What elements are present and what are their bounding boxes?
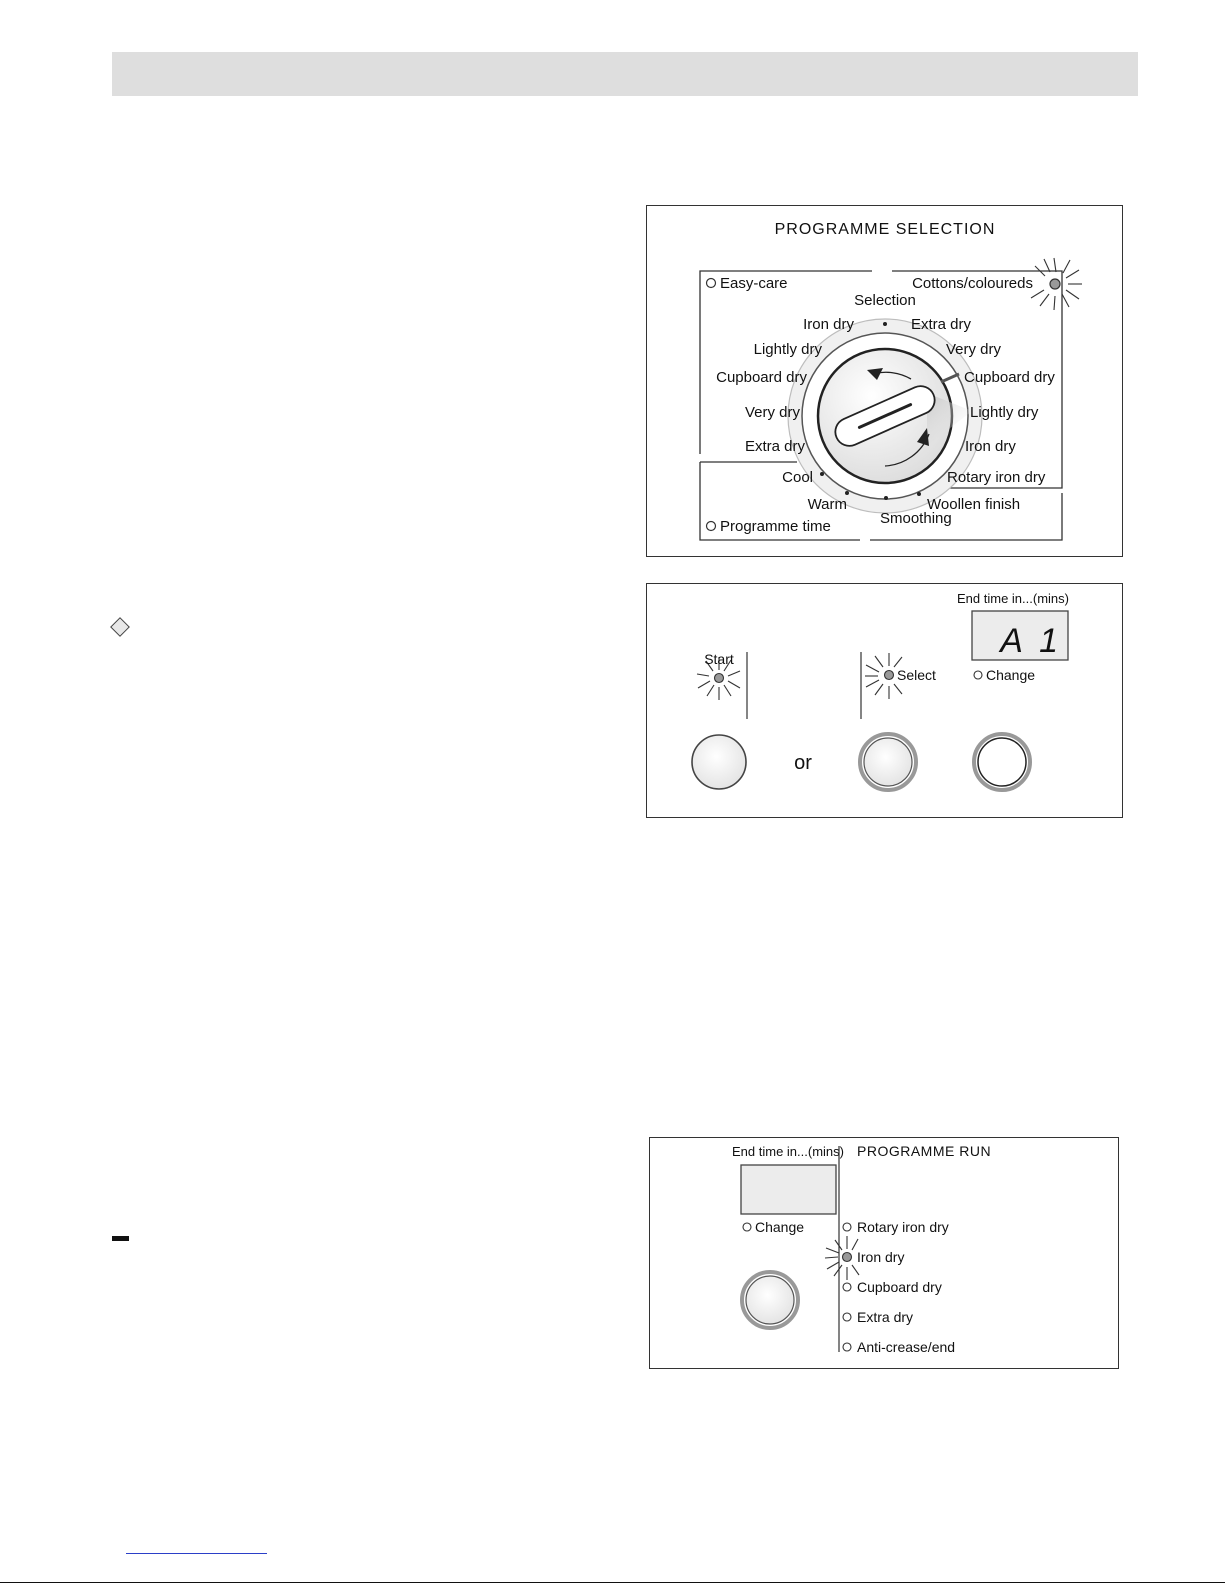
instruction-bullet-diamond-icon bbox=[110, 617, 130, 637]
stage-indicator-rotary-iron-dry bbox=[843, 1223, 851, 1231]
iron-dry-active-glow-icon bbox=[825, 1236, 859, 1280]
start-select-control-panel bbox=[646, 583, 1123, 818]
right-programme-extra-dry: Extra dry bbox=[911, 316, 972, 333]
stage-iron-dry: Iron dry bbox=[857, 1249, 905, 1265]
right-programme-cupboard-dry: Cupboard dry bbox=[964, 369, 1055, 386]
section-header-bar bbox=[112, 52, 1138, 96]
run-change-indicator bbox=[743, 1223, 751, 1231]
select-indicator bbox=[885, 671, 894, 680]
dial-selection-label: Selection bbox=[854, 292, 916, 309]
left-programme-very-dry: Very dry bbox=[744, 404, 800, 421]
footer-link-underline[interactable] bbox=[126, 1553, 267, 1554]
easy-care-indicator bbox=[707, 279, 716, 288]
left-programme-extra-dry: Extra dry bbox=[744, 438, 805, 455]
programme-run-panel bbox=[649, 1137, 1119, 1369]
cottons-indicator bbox=[1050, 279, 1060, 289]
selection-panel-title: PROGRAMME SELECTION bbox=[774, 221, 996, 238]
left-programme-iron-dry: Iron dry bbox=[803, 316, 854, 333]
programme-warm: Warm bbox=[807, 496, 847, 513]
stage-indicator-cupboard-dry bbox=[843, 1283, 851, 1291]
run-end-time-display bbox=[741, 1165, 836, 1214]
start-indicator bbox=[715, 674, 724, 683]
change-label: Change bbox=[986, 667, 1036, 683]
start-button[interactable] bbox=[692, 735, 746, 789]
programme-cool: Cool bbox=[782, 469, 813, 486]
change-button[interactable] bbox=[974, 734, 1030, 790]
stage-extra-dry: Extra dry bbox=[857, 1309, 914, 1325]
programme-time-indicator bbox=[707, 522, 716, 531]
end-time-caption: End time in...(mins) bbox=[957, 591, 1069, 606]
easy-care-label: Easy-care bbox=[720, 275, 788, 292]
or-label: or bbox=[794, 752, 812, 774]
select-label: Select bbox=[897, 667, 936, 683]
programme-woollen-finish: Woollen finish bbox=[927, 496, 1021, 513]
select-button[interactable] bbox=[860, 734, 916, 790]
programme-time-label: Programme time bbox=[720, 518, 831, 535]
change-indicator bbox=[974, 671, 982, 679]
run-change-button[interactable] bbox=[742, 1272, 798, 1328]
right-programme-rotary-iron-dry: Rotary iron dry bbox=[947, 469, 1046, 486]
footer-rule bbox=[0, 1582, 1225, 1583]
right-programme-very-dry: Very dry bbox=[946, 341, 1002, 358]
stage-indicator-anti-crease-end bbox=[843, 1343, 851, 1351]
stage-indicator-extra-dry bbox=[843, 1313, 851, 1321]
stage-indicator-iron-dry bbox=[843, 1253, 852, 1262]
end-time-display-value: A 1 bbox=[1000, 622, 1062, 660]
cottons-coloureds-label: Cottons/coloureds bbox=[912, 275, 1033, 292]
right-programme-lightly-dry: Lightly dry bbox=[970, 404, 1039, 421]
stage-rotary-iron-dry: Rotary iron dry bbox=[857, 1219, 949, 1235]
programme-smoothing: Smoothing bbox=[880, 510, 952, 527]
right-programme-iron-dry: Iron dry bbox=[965, 438, 1016, 455]
run-end-time-caption: End time in...(mins) bbox=[732, 1144, 844, 1159]
left-programme-lightly-dry: Lightly dry bbox=[753, 341, 822, 358]
instruction-bullet-dash-icon bbox=[112, 1236, 129, 1241]
run-change-label: Change bbox=[755, 1219, 805, 1235]
start-label: Start bbox=[704, 651, 734, 667]
stage-anti-crease-end: Anti-crease/end bbox=[857, 1339, 956, 1355]
stage-cupboard-dry: Cupboard dry bbox=[857, 1279, 942, 1295]
programme-run-title: PROGRAMME RUN bbox=[857, 1143, 992, 1159]
left-programme-cupboard-dry: Cupboard dry bbox=[716, 369, 807, 386]
programme-selection-panel bbox=[646, 205, 1123, 557]
